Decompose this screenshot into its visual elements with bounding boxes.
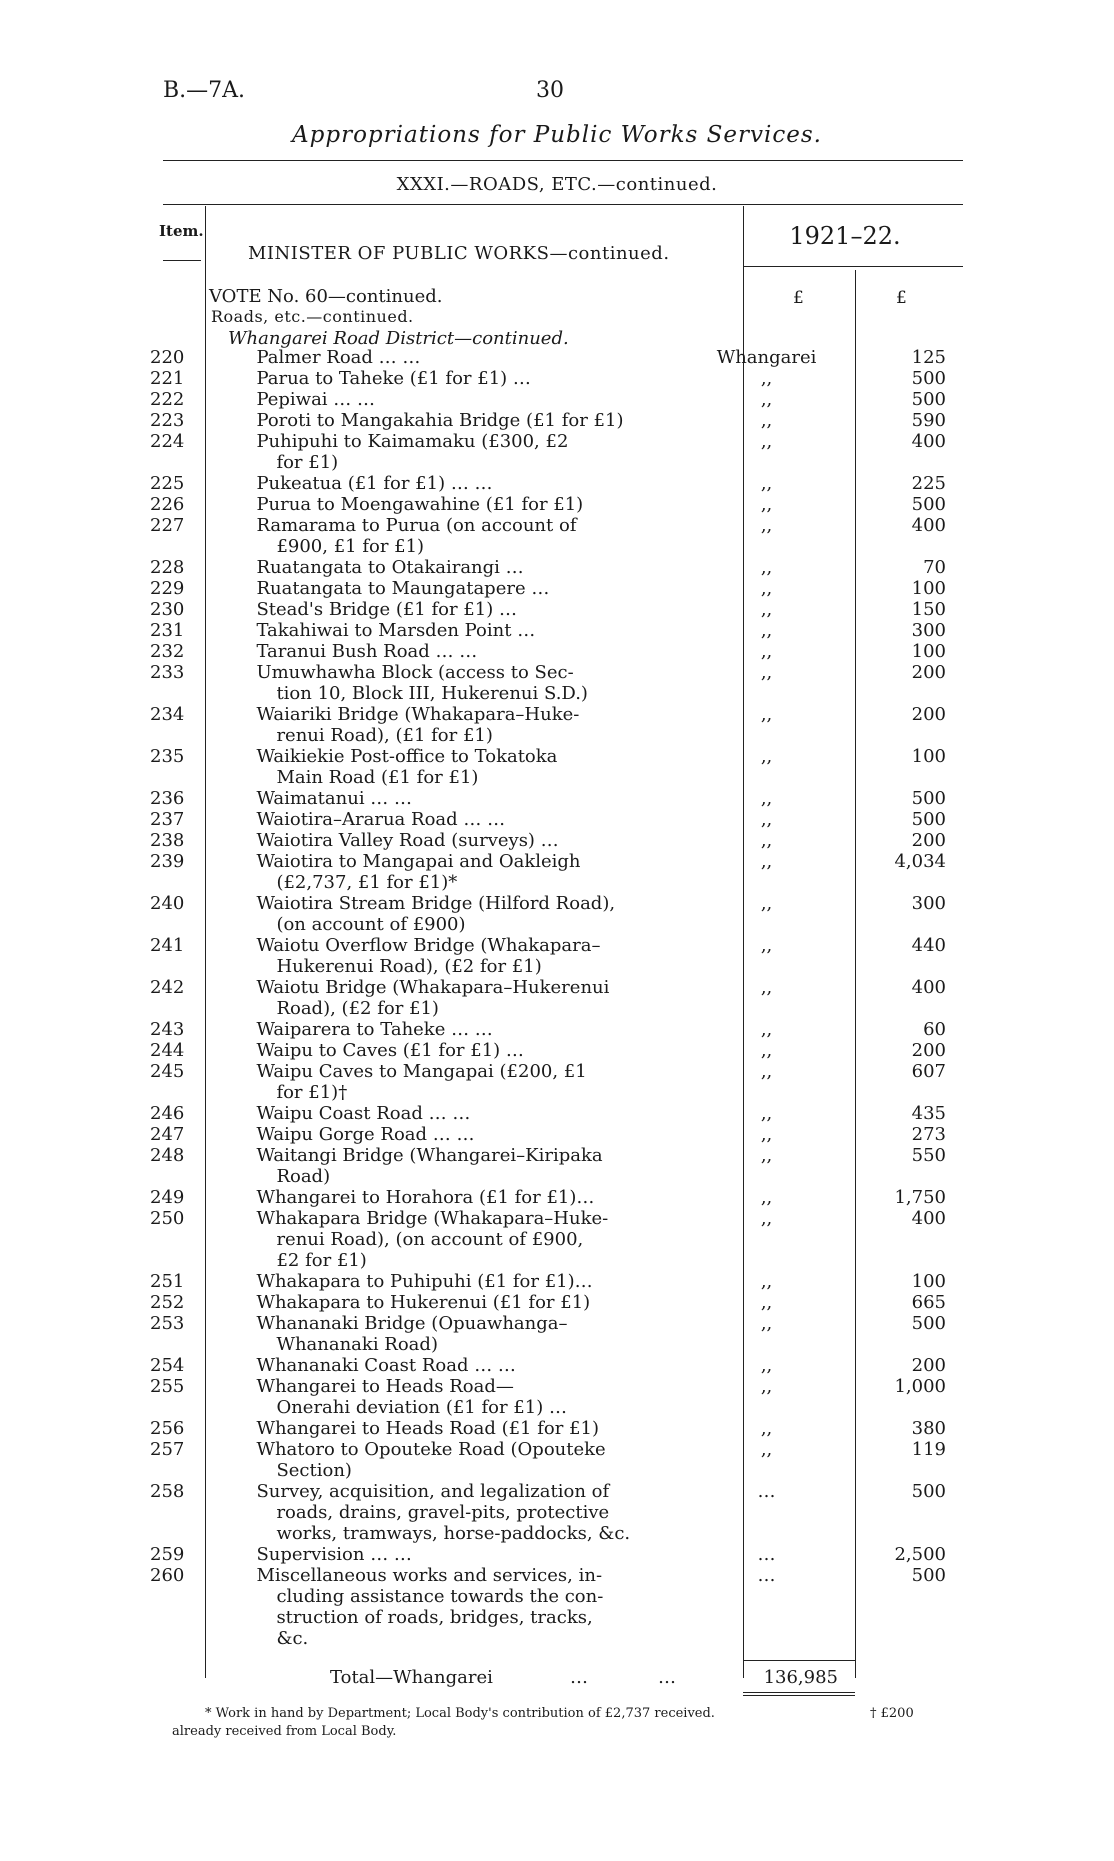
district-name: ,, [760, 515, 773, 536]
table-row [150, 557, 950, 578]
description-line: Whatoro to Opouteke Road (Opouteke [256, 1439, 606, 1460]
pound-symbol-2: £ [896, 288, 907, 308]
description-line: Road), (£2 for £1) [276, 998, 439, 1019]
item-description [204, 809, 701, 830]
item-number: 250 [150, 1208, 185, 1229]
description-line: Waipu Gorge Road … … [256, 1124, 475, 1145]
description-line: £2 for £1) [276, 1250, 367, 1271]
district-name: ,, [760, 1019, 773, 1040]
item-number: 253 [150, 1313, 185, 1334]
total-value: 136,985 [763, 1667, 838, 1688]
item-amount: 380 [911, 1418, 946, 1439]
table-row [150, 347, 950, 368]
description-line: renui Road), (on account of £900, [276, 1229, 584, 1250]
description-line: Parua to Taheke (£1 for £1) … [256, 368, 531, 389]
description-line: Waiotira–Ararua Road … … [256, 809, 506, 830]
item-description [204, 368, 701, 389]
item-number: 239 [150, 851, 185, 872]
item-description [204, 704, 701, 746]
district-name: ,, [760, 1292, 773, 1313]
rule-total-top [743, 1660, 855, 1661]
district-name: … [757, 1565, 776, 1586]
description-line: Ramarama to Purua (on account of [256, 515, 577, 536]
description-line: &c. [276, 1628, 309, 1649]
item-amount: 1,750 [894, 1187, 946, 1208]
description-line: Palmer Road … … [256, 347, 421, 368]
description-line: Whakapara Bridge (Whakapara–Huke- [256, 1208, 609, 1229]
description-line: Umuwhawha Block (access to Sec- [256, 662, 574, 683]
district-name: ,, [760, 935, 773, 956]
description-line: Waitangi Bridge (Whangarei–Kiripaka [256, 1145, 603, 1166]
item-number: 259 [150, 1544, 185, 1565]
district-name: ,, [760, 410, 773, 431]
district-name: ,, [760, 1355, 773, 1376]
item-description [204, 1145, 701, 1187]
item-description [204, 473, 701, 494]
district-name: ,, [760, 788, 773, 809]
table-row [150, 641, 950, 662]
item-amount: 300 [911, 893, 946, 914]
item-number: 243 [150, 1019, 185, 1040]
item-table [150, 347, 950, 1649]
item-description [204, 1565, 701, 1649]
item-description [204, 1187, 701, 1208]
description-line: Whananaki Coast Road … … [256, 1355, 516, 1376]
table-row [150, 389, 950, 410]
item-description [204, 1019, 701, 1040]
item-number: 247 [150, 1124, 185, 1145]
description-line: Whangarei to Heads Road— [256, 1376, 514, 1397]
item-number: 221 [150, 368, 185, 389]
item-amount: 150 [911, 599, 946, 620]
description-line: Puhipuhi to Kaimamaku (£300, £2 [256, 431, 569, 452]
item-amount: 2,500 [894, 1544, 946, 1565]
total-label: Total—Whangarei [330, 1667, 493, 1688]
year-heading: 1921–22. [789, 222, 901, 250]
footnote-dagger: † £200 [870, 1706, 914, 1721]
item-description [204, 746, 701, 788]
item-amount: 400 [911, 1208, 946, 1229]
item-description [204, 1313, 701, 1355]
item-description [204, 557, 701, 578]
district-name: ,, [760, 1271, 773, 1292]
table-row [150, 1040, 950, 1061]
table-row [150, 1187, 950, 1208]
rule-year [743, 266, 963, 267]
document-reference: B.—7A. [163, 78, 246, 103]
item-amount: 500 [911, 1313, 946, 1334]
rule-top [163, 160, 963, 161]
item-amount: 273 [911, 1124, 946, 1145]
table-row [150, 704, 950, 746]
table-row [150, 1208, 950, 1271]
description-line: Waipu to Caves (£1 for £1) … [256, 1040, 524, 1061]
description-line: Main Road (£1 for £1) [276, 767, 479, 788]
table-row [150, 473, 950, 494]
item-amount: 500 [911, 389, 946, 410]
district-name: ,, [760, 1439, 773, 1460]
item-description [204, 1376, 701, 1418]
item-amount: 500 [911, 809, 946, 830]
table-row [150, 494, 950, 515]
item-description [204, 578, 701, 599]
district-name: ,, [760, 1124, 773, 1145]
table-row [150, 935, 950, 977]
description-line: Whangarei to Horahora (£1 for £1)… [256, 1187, 595, 1208]
item-description [204, 893, 701, 935]
description-line: Whananaki Bridge (Opuawhanga– [256, 1313, 568, 1334]
item-number: 255 [150, 1376, 185, 1397]
item-number: 236 [150, 788, 185, 809]
pound-symbol-1: £ [793, 288, 804, 308]
page-number: 30 [536, 78, 564, 103]
item-number: 238 [150, 830, 185, 851]
description-line: Whananaki Road) [276, 1334, 438, 1355]
item-description [204, 1544, 701, 1565]
item-description [204, 1124, 701, 1145]
item-number: 257 [150, 1439, 185, 1460]
description-line: Poroti to Mangakahia Bridge (£1 for £1) [256, 410, 624, 431]
district-name: ,, [760, 893, 773, 914]
item-amount: 200 [911, 1040, 946, 1061]
item-description [204, 1481, 701, 1544]
item-amount: 200 [911, 662, 946, 683]
item-description [204, 431, 701, 473]
item-number: 223 [150, 410, 185, 431]
description-line: Road) [276, 1166, 331, 1187]
table-row [150, 620, 950, 641]
item-amount: 550 [911, 1145, 946, 1166]
description-line: Whakapara to Hukerenui (£1 for £1) [256, 1292, 591, 1313]
item-description [204, 1040, 701, 1061]
district-name: ,, [760, 431, 773, 452]
item-number: 246 [150, 1103, 185, 1124]
table-row [150, 746, 950, 788]
item-number: 224 [150, 431, 185, 452]
table-row [150, 893, 950, 935]
item-amount: 435 [911, 1103, 946, 1124]
rule-section [163, 204, 963, 205]
item-number: 260 [150, 1565, 185, 1586]
description-line: Section) [276, 1460, 352, 1481]
item-amount: 500 [911, 368, 946, 389]
item-description [204, 1061, 701, 1103]
description-line: Waiotu Bridge (Whakapara–Hukerenui [256, 977, 610, 998]
table-row [150, 1418, 950, 1439]
item-number: 237 [150, 809, 185, 830]
table-row [150, 1565, 950, 1649]
table-row [150, 1313, 950, 1355]
footnote-star: * Work in hand by Department; Local Body's contribution of £2,737 received. [205, 1706, 715, 1721]
district-name: ,, [760, 557, 773, 578]
item-amount: 200 [911, 1355, 946, 1376]
district-name: ,, [760, 368, 773, 389]
district-name: ,, [760, 641, 773, 662]
table-row [150, 851, 950, 893]
roads-heading: Roads, etc.—continued. [211, 307, 414, 326]
item-number: 251 [150, 1271, 185, 1292]
district-name: … [757, 1481, 776, 1502]
item-amount: 500 [911, 1481, 946, 1502]
district-name: ,, [760, 389, 773, 410]
item-amount: 500 [911, 494, 946, 515]
description-line: renui Road), (£1 for £1) [276, 725, 493, 746]
description-line: Waiariki Bridge (Whakapara–Huke- [256, 704, 580, 725]
item-description [204, 851, 701, 893]
description-line: Onerahi deviation (£1 for £1) … [276, 1397, 567, 1418]
description-line: Whangarei to Heads Road (£1 for £1) [256, 1418, 599, 1439]
item-description [204, 347, 701, 368]
item-number: 254 [150, 1355, 185, 1376]
table-row [150, 977, 950, 1019]
rule-total-bottom [743, 1692, 855, 1693]
minister-heading: MINISTER OF PUBLIC WORKS—continued. [248, 243, 670, 264]
page-title: Appropriations for Public Works Services. [292, 122, 822, 148]
item-description [204, 620, 701, 641]
description-line: Taranui Bush Road … … [256, 641, 478, 662]
description-line: Waipu Caves to Mangapai (£200, £1 [256, 1061, 587, 1082]
item-number: 234 [150, 704, 185, 725]
item-amount: 60 [923, 1019, 946, 1040]
item-amount: 400 [911, 431, 946, 452]
district-name: ,, [760, 662, 773, 683]
district-name: ,, [760, 1418, 773, 1439]
district-name: … [757, 1544, 776, 1565]
item-number: 249 [150, 1187, 185, 1208]
description-line: Purua to Moengawahine (£1 for £1) [256, 494, 584, 515]
item-description [204, 599, 701, 620]
district-name: ,, [760, 494, 773, 515]
item-number: 242 [150, 977, 185, 998]
item-amount: 70 [923, 557, 946, 578]
table-row [150, 410, 950, 431]
item-description [204, 1208, 701, 1271]
table-row [150, 1124, 950, 1145]
item-number: 256 [150, 1418, 185, 1439]
description-line: for £1)† [276, 1082, 348, 1103]
table-row [150, 431, 950, 473]
item-number: 229 [150, 578, 185, 599]
item-number: 220 [150, 347, 185, 368]
item-description [204, 788, 701, 809]
item-description [204, 662, 701, 704]
description-line: Hukerenui Road), (£2 for £1) [276, 956, 542, 977]
table-row [150, 1019, 950, 1040]
item-description [204, 1418, 701, 1439]
description-line: (on account of £900) [276, 914, 466, 935]
district-name: ,, [760, 578, 773, 599]
item-description [204, 977, 701, 1019]
table-row [150, 788, 950, 809]
item-column-header: Item. [159, 222, 204, 240]
district-heading: Whangarei Road District—continued. [228, 328, 569, 349]
table-row [150, 1103, 950, 1124]
item-number: 233 [150, 662, 185, 683]
district-name: ,, [760, 1061, 773, 1082]
district-name: ,, [760, 1376, 773, 1397]
item-amount: 200 [911, 830, 946, 851]
description-line: tion 10, Block III, Hukerenui S.D.) [276, 683, 588, 704]
description-line: Pukeatua (£1 for £1) … … [256, 473, 493, 494]
table-row [150, 1376, 950, 1418]
item-number: 225 [150, 473, 185, 494]
description-line: (£2,737, £1 for £1)* [276, 872, 458, 893]
vote-heading: VOTE No. 60—continued. [209, 286, 443, 307]
district-name: ,, [760, 1208, 773, 1229]
item-description [204, 935, 701, 977]
district-name: ,, [760, 1313, 773, 1334]
table-row [150, 1544, 950, 1565]
item-amount: 200 [911, 704, 946, 725]
item-amount: 607 [911, 1061, 946, 1082]
description-line: Miscellaneous works and services, in- [256, 1565, 603, 1586]
total-leader-1: … [570, 1667, 588, 1688]
table-row [150, 368, 950, 389]
description-line: for £1) [276, 452, 339, 473]
item-amount: 4,034 [894, 851, 946, 872]
item-description [204, 410, 701, 431]
table-row [150, 1061, 950, 1103]
rule-item-head [163, 260, 201, 261]
item-amount: 400 [911, 977, 946, 998]
item-number: 245 [150, 1061, 185, 1082]
item-number: 228 [150, 557, 185, 578]
item-description [204, 389, 701, 410]
table-row [150, 1481, 950, 1544]
description-line: Survey, acquisition, and legalization of [256, 1481, 610, 1502]
item-amount: 119 [911, 1439, 946, 1460]
item-number: 227 [150, 515, 185, 536]
description-line: £900, £1 for £1) [276, 536, 425, 557]
item-number: 222 [150, 389, 185, 410]
description-line: Waiotira Valley Road (surveys) … [256, 830, 559, 851]
description-line: Pepiwai … … [256, 389, 376, 410]
table-row [150, 1271, 950, 1292]
rule-total-bottom-double [743, 1695, 855, 1696]
footnote-dagger-continued: already received from Local Body. [172, 1724, 397, 1739]
district-name: ,, [760, 1187, 773, 1208]
description-line: works, tramways, horse-paddocks, &c. [276, 1523, 631, 1544]
description-line: Waiotira Stream Bridge (Hilford Road), [256, 893, 616, 914]
item-amount: 400 [911, 515, 946, 536]
item-description [204, 1292, 701, 1313]
section-title: XXXI.—ROADS, ETC.—continued. [396, 174, 718, 195]
item-number: 252 [150, 1292, 185, 1313]
district-name: Whangarei [716, 347, 817, 368]
description-line: Supervision … … [256, 1544, 412, 1565]
item-number: 235 [150, 746, 185, 767]
item-number: 240 [150, 893, 185, 914]
table-row [150, 662, 950, 704]
item-amount: 300 [911, 620, 946, 641]
item-amount: 100 [911, 1271, 946, 1292]
table-row [150, 1292, 950, 1313]
district-name: ,, [760, 620, 773, 641]
item-number: 230 [150, 599, 185, 620]
table-row [150, 578, 950, 599]
district-name: ,, [760, 851, 773, 872]
district-name: ,, [760, 704, 773, 725]
item-number: 248 [150, 1145, 185, 1166]
table-row [150, 809, 950, 830]
description-line: Ruatangata to Otakairangi … [256, 557, 524, 578]
item-description [204, 1271, 701, 1292]
item-number: 226 [150, 494, 185, 515]
item-amount: 125 [911, 347, 946, 368]
description-line: Waipu Coast Road … … [256, 1103, 471, 1124]
item-number: 241 [150, 935, 185, 956]
item-number: 244 [150, 1040, 185, 1061]
item-amount: 100 [911, 578, 946, 599]
item-description [204, 494, 701, 515]
description-line: Takahiwai to Marsden Point … [256, 620, 536, 641]
district-name: ,, [760, 1040, 773, 1061]
district-name: ,, [760, 830, 773, 851]
description-line: Ruatangata to Maungatapere … [256, 578, 550, 599]
district-name: ,, [760, 746, 773, 767]
item-amount: 225 [911, 473, 946, 494]
item-amount: 100 [911, 746, 946, 767]
district-name: ,, [760, 1103, 773, 1124]
item-number: 258 [150, 1481, 185, 1502]
description-line: Waiotu Overflow Bridge (Whakapara– [256, 935, 601, 956]
district-name: ,, [760, 473, 773, 494]
item-description [204, 515, 701, 557]
table-row [150, 1145, 950, 1187]
description-line: cluding assistance towards the con- [276, 1586, 604, 1607]
table-row [150, 515, 950, 557]
item-amount: 500 [911, 1565, 946, 1586]
description-line: Waiparera to Taheke … … [256, 1019, 493, 1040]
item-amount: 440 [911, 935, 946, 956]
item-amount: 590 [911, 410, 946, 431]
description-line: Whakapara to Puhipuhi (£1 for £1)… [256, 1271, 593, 1292]
item-description [204, 1103, 701, 1124]
item-number: 231 [150, 620, 185, 641]
district-name: ,, [760, 599, 773, 620]
description-line: Waimatanui … … [256, 788, 413, 809]
table-row [150, 1439, 950, 1481]
description-line: Waikiekie Post-office to Tokatoka [256, 746, 558, 767]
item-amount: 1,000 [894, 1376, 946, 1397]
item-description [204, 1439, 701, 1481]
description-line: Stead's Bridge (£1 for £1) … [256, 599, 517, 620]
item-description [204, 641, 701, 662]
district-name: ,, [760, 977, 773, 998]
item-amount: 500 [911, 788, 946, 809]
item-amount: 665 [911, 1292, 946, 1313]
item-description [204, 1355, 701, 1376]
table-row [150, 830, 950, 851]
description-line: Waiotira to Mangapai and Oakleigh [256, 851, 581, 872]
item-number: 232 [150, 641, 185, 662]
item-amount: 100 [911, 641, 946, 662]
table-row [150, 599, 950, 620]
description-line: struction of roads, bridges, tracks, [276, 1607, 593, 1628]
district-name: ,, [760, 1145, 773, 1166]
district-name: ,, [760, 809, 773, 830]
total-leader-2: … [658, 1667, 676, 1688]
item-description [204, 830, 701, 851]
table-row [150, 1355, 950, 1376]
description-line: roads, drains, gravel-pits, protective [276, 1502, 610, 1523]
